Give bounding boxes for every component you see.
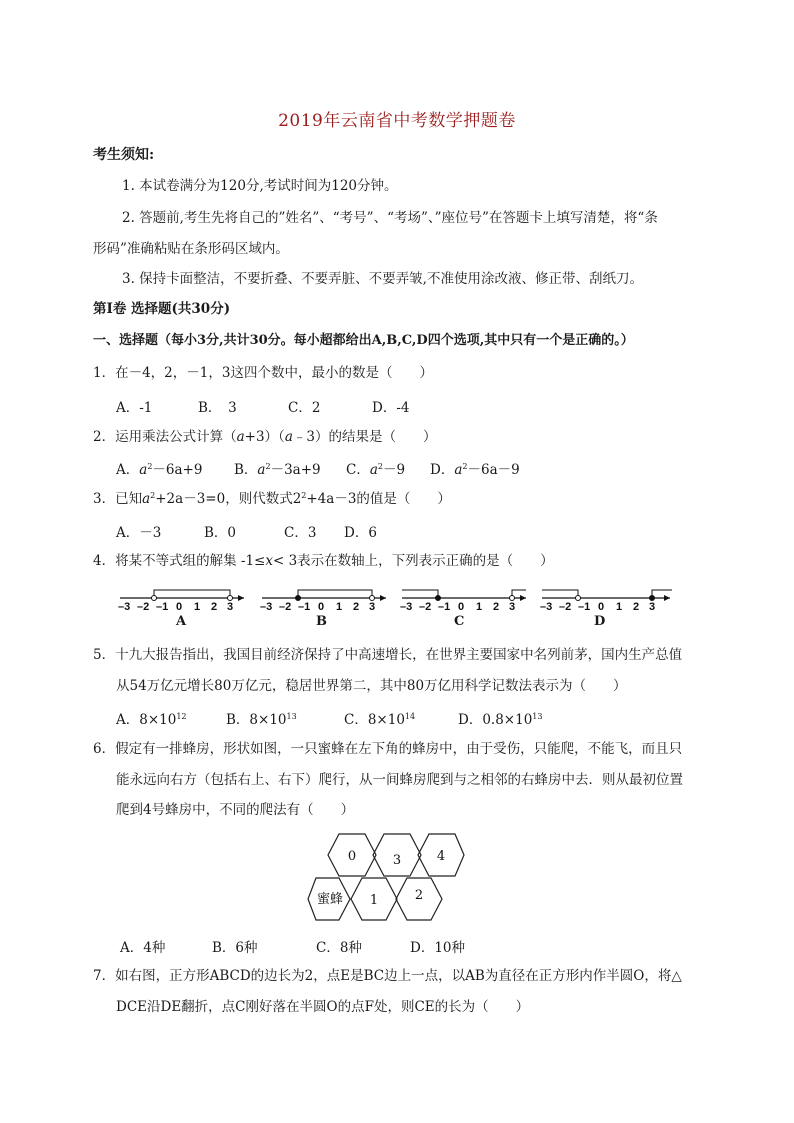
- notice-heading: 考生须知:: [93, 147, 155, 163]
- tick-label: –2: [419, 601, 432, 612]
- q3-option-b[interactable]: B．0: [204, 525, 237, 541]
- tick-label: 2: [493, 601, 500, 612]
- question-7-stem-2: DCE沿DE翻折，点C刚好落在半圆O的点F处，则CE的长为（ ）: [116, 999, 530, 1015]
- q3-option-c[interactable]: C．3: [284, 525, 317, 541]
- question-1-stem: 1．在－4，2，－1，3这四个数中，最小的数是（ ）: [93, 365, 433, 381]
- tick-label: 1: [194, 601, 201, 612]
- tick-label: 1: [616, 601, 623, 612]
- notice-item-1: 1. 本试卷满分为120分,考试时间为120分钟。: [122, 178, 398, 194]
- q5-option-b[interactable]: B．$8\times 10^{13}$: [226, 712, 297, 728]
- tick-label: 1: [476, 601, 483, 612]
- number-line-a: [118, 586, 248, 612]
- hex-label-4: 4: [436, 849, 446, 864]
- tick-label: –3: [400, 601, 413, 612]
- q5-option-c[interactable]: C．$8\times 10^{14}$: [344, 712, 416, 728]
- question-6-stem-3: 爬到4号蜂房中，不同的爬法有（ ）: [116, 802, 355, 818]
- tick-label: 3: [227, 601, 234, 612]
- tick-label: –1: [298, 601, 311, 612]
- question-4-stem: 4．将某不等式组的解集 -1≤x< 3表示在数轴上，下列表示正确的是（ ）: [93, 553, 554, 569]
- tick-label: 0: [176, 601, 183, 612]
- number-line-b: [260, 586, 390, 612]
- hex-label-1: 1: [369, 893, 379, 908]
- tick-label: –3: [540, 601, 553, 612]
- tick-label: 1: [336, 601, 343, 612]
- hex-label-bee: 蜜蜂: [316, 892, 344, 907]
- hex-label-0: 0: [347, 849, 357, 864]
- q3-option-a[interactable]: A．－3: [116, 525, 162, 541]
- question-6-stem-2: 能永远向右方（包括右上、右下）爬行，从一间蜂房爬到与之相邻的右蜂房中去．则从最初位置: [116, 772, 683, 788]
- tick-label: 0: [598, 601, 605, 612]
- q2-option-d[interactable]: D．$a^2-6a-9$: [430, 462, 520, 478]
- q5-option-d[interactable]: D．$0.8\times 10^{13}$: [458, 712, 543, 728]
- hex-label-3: 3: [392, 853, 402, 868]
- hex-label-2: 2: [414, 888, 424, 903]
- question-3-stem: 3．已知$a^2+2a-3=0$，则代数式$2^2+4a-3$的值是（ ）: [93, 491, 451, 507]
- number-line-c-label[interactable]: C: [454, 614, 465, 629]
- tick-label: –1: [578, 601, 591, 612]
- question-5-stem-2: 从54万亿元增长80万亿元，稳居世界第二，其中80万亿用科学记数法表示为（ ）: [116, 678, 627, 694]
- q2-option-c[interactable]: C．$a^2-9$: [346, 462, 406, 478]
- number-line-c: [400, 586, 530, 612]
- question-6-stem-1: 6．假定有一排蜂房，形状如图，一只蜜蜂在左下角的蜂房中，由于受伤，只能爬，不能飞，而且只: [93, 741, 683, 757]
- question-5-stem-1: 5．十九大报告指出，我国目前经济保持了中高速增长，在世界主要国家中名列前茅，国内生产总值: [93, 647, 683, 663]
- notice-item-3: 3. 保持卡面整洁，不要折叠、不要弄脏、不要弄皱,不准使用涂改液、修正带、刮纸刀。: [122, 271, 643, 287]
- tick-label: –2: [279, 601, 292, 612]
- q1-option-a[interactable]: A．-1: [116, 400, 153, 416]
- q3-option-d[interactable]: D．6: [344, 525, 377, 541]
- section-heading: 第Ⅰ卷 选择题(共30分): [93, 301, 231, 317]
- number-line-a-label[interactable]: A: [176, 614, 187, 629]
- number-line-d-label[interactable]: D: [594, 614, 606, 629]
- q2-option-a[interactable]: A．$a^2-6a+9$: [116, 462, 203, 478]
- question-2-stem: 2．运用乘法公式计算（a+3）（a﹣3）的结果是（ ）: [93, 429, 437, 445]
- tick-label: 2: [633, 601, 640, 612]
- tick-label: 2: [211, 601, 218, 612]
- tick-label: 3: [509, 601, 516, 612]
- tick-label: –1: [438, 601, 451, 612]
- q6-option-a[interactable]: A．4种: [120, 940, 166, 956]
- tick-label: –2: [137, 601, 150, 612]
- tick-label: 0: [458, 601, 465, 612]
- q1-option-b[interactable]: B． 3: [198, 400, 237, 416]
- tick-label: –3: [118, 601, 131, 612]
- tick-label: –2: [559, 601, 572, 612]
- tick-label: 3: [649, 601, 656, 612]
- tick-label: 2: [353, 601, 360, 612]
- notice-item-2: 2. 答题前,考生先将自己的”姓名”、“考号”、“考场”、”座位号”在答题卡上填写清楚，将“条: [122, 210, 658, 226]
- q6-option-b[interactable]: B．6种: [212, 940, 258, 956]
- tick-label: –1: [156, 601, 169, 612]
- q6-option-d[interactable]: D．10种: [410, 940, 466, 956]
- q1-option-d[interactable]: D．-4: [372, 400, 410, 416]
- q2-option-b[interactable]: B．$a^2-3a+9$: [234, 462, 321, 478]
- tick-label: 3: [369, 601, 376, 612]
- honeycomb-figure: [306, 832, 466, 924]
- number-line-b-label[interactable]: B: [316, 614, 327, 629]
- number-line-d: [540, 586, 675, 612]
- part-one-heading: 一、选择题（每小3分,共计30分。每小超都给出A,B,C,D四个选项,其中只有一个是正确的。）: [93, 333, 634, 348]
- question-7-stem-1: 7．如右图，正方形ABCD的边长为2，点E是BC边上一点，以AB为直径在正方形内作半圆O，将△: [93, 968, 682, 984]
- q6-option-c[interactable]: C．8种: [316, 940, 362, 956]
- tick-label: –3: [260, 601, 273, 612]
- notice-item-2-cont: 形码”准确粘贴在条形码区域内。: [93, 241, 289, 257]
- tick-label: 0: [318, 601, 325, 612]
- q1-option-c[interactable]: C．2: [288, 400, 321, 416]
- q5-option-a[interactable]: A．$8\times 10^{12}$: [116, 712, 187, 728]
- page-title: 2019年云南省中考数学押题卷: [278, 111, 516, 131]
